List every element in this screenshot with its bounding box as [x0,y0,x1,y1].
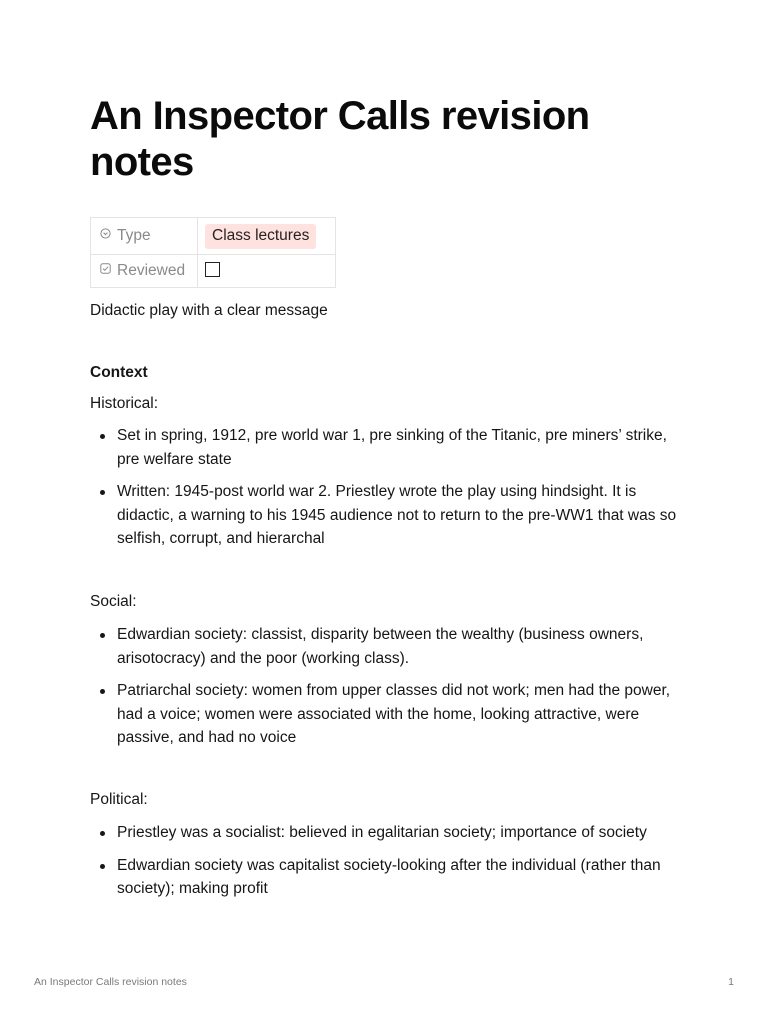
select-circle-icon [100,226,111,244]
political-list [90,821,690,910]
property-label-type: Type [117,227,151,245]
section-label-historical: Historical: [90,395,159,412]
property-row-reviewed [91,255,336,288]
list-item: Written: 1945-post world war 2. Priestley wrote the play using hindsight. It is didactic, a warning to his 1945 audience not to return to the pre-WW1 that was so selfish, corrupt, and hierarchal [90,480,690,551]
type-tag[interactable]: Class lectures [205,224,316,249]
property-value-reviewed [198,255,336,288]
list-item: Priestley was a socialist: believed in egalitarian society; importance of society [90,821,690,845]
property-label-reviewed: Reviewed [117,262,186,280]
list-item: Set in spring, 1912, pre world war 1, pre sinking of the Titanic, pre miners’ strike, pre welfare state [90,424,690,471]
reviewed-checkbox[interactable] [205,262,220,277]
property-value-type[interactable] [198,218,336,255]
historical-list [90,424,690,560]
social-list [90,623,690,759]
context-heading: Context [90,364,148,381]
property-key-type [91,218,198,255]
intro-text: Didactic play with a clear message [90,302,328,319]
section-label-political: Political: [90,791,148,808]
property-key-reviewed [91,255,198,288]
properties-table [90,217,336,288]
list-item: Edwardian society: classist, disparity between the wealthy (business owners, arisotocracy) and the poor (working class). [90,623,690,670]
list-item: Patriarchal society: women from upper classes did not work; men had the power, had a voice; women were associated with the home, looking attractive, were passive, and had no voice [90,679,690,750]
section-label-social: Social: [90,593,137,610]
list-item: Edwardian society was capitalist society-looking after the individual (rather than society); making profit [90,854,690,901]
footer-doc-title: An Inspector Calls revision notes [34,976,187,988]
checkbox-property-icon [100,261,111,279]
page-title: An Inspector Calls revision notes [90,94,590,184]
property-row-type [91,218,336,255]
footer-page-number: 1 [728,976,734,988]
